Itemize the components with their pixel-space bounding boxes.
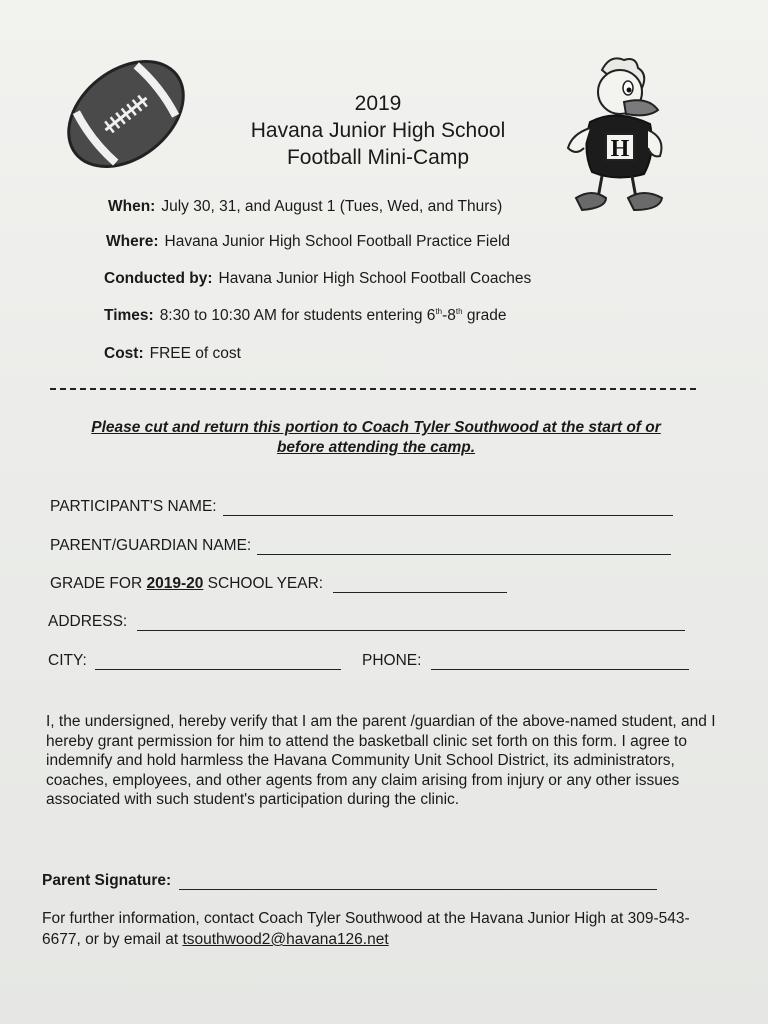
title-year: 2019 — [354, 92, 402, 115]
cost-row — [104, 345, 241, 363]
when-row — [108, 198, 502, 216]
grade-label-pre: GRADE FOR — [50, 575, 143, 592]
city-label: CITY: — [48, 652, 87, 669]
cut-instructions-line1: Please cut and return this portion to Coach Tyler Southwood at the start of or — [91, 419, 661, 436]
times-dash: -8 — [442, 307, 456, 325]
phone-line[interactable] — [431, 653, 689, 670]
when-label: When: — [108, 198, 156, 215]
times-value — [160, 307, 507, 324]
cut-line-divider — [50, 388, 696, 390]
parent-name-label: PARENT/GUARDIAN NAME: — [50, 537, 252, 554]
title-event: Football Mini-Camp — [286, 146, 470, 169]
city-field — [48, 652, 341, 670]
times-label: Times: — [104, 307, 154, 325]
signature-label: Parent Signature: — [42, 872, 172, 889]
contact-info — [42, 908, 722, 950]
participant-name-field — [50, 498, 673, 516]
conducted-label: Conducted by: — [104, 270, 213, 287]
parent-name-field — [50, 537, 671, 555]
city-line[interactable] — [95, 653, 341, 670]
times-sup-end: th — [455, 307, 463, 316]
permission-disclaimer: I, the undersigned, hereby verify that I am the parent /guardian of the above-named student, and I hereby grant permission for him to attend the basketball clinic set forth on this form. I agree to indemnify and hold harmless the Havana Community Unit School District, its administrators, coaches, employees, and other agents from any claim arising from injury or any other issues associated with such student's participation during the clinic. — [46, 713, 716, 808]
where-row — [106, 233, 510, 251]
when-value: July 30, 31, and August 1 (Tues, Wed, and Thurs) — [161, 198, 503, 215]
address-field — [48, 613, 685, 631]
page-title — [200, 90, 556, 171]
mascot-letter: H — [610, 136, 630, 162]
conducted-value: Havana Junior High School Football Coaches — [218, 270, 532, 287]
grade-field — [50, 575, 507, 593]
participant-name-line[interactable] — [223, 499, 673, 516]
cut-instructions-line2: before attending the camp. — [276, 439, 476, 456]
times-sup-start: th — [435, 307, 443, 316]
phone-field — [362, 652, 689, 670]
participant-name-label: PARTICIPANT'S NAME: — [50, 498, 217, 515]
cut-instructions — [60, 418, 692, 458]
phone-label: PHONE: — [362, 652, 422, 669]
title-school: Havana Junior High School — [250, 119, 506, 142]
parent-name-line[interactable] — [257, 538, 671, 555]
contact-email-link[interactable]: tsouthwood2@havana126.net — [182, 931, 389, 948]
grade-year: 2019-20 — [146, 575, 204, 592]
cost-label: Cost: — [104, 345, 144, 362]
times-row — [104, 307, 507, 325]
contact-text: For further information, contact Coach Tyler Southwood at the Havana Junior High at 309-543-6677, or by email at — [42, 910, 690, 948]
grade-line[interactable] — [333, 576, 507, 593]
duck-mascot-icon — [562, 52, 672, 218]
signature-line[interactable] — [179, 873, 657, 890]
football-icon — [60, 44, 192, 184]
times-value-pre: 8:30 to 10:30 AM for students entering 6 — [159, 307, 436, 325]
conducted-row — [104, 270, 531, 288]
times-value-post: grade — [462, 307, 507, 325]
cost-value: FREE of cost — [149, 345, 241, 362]
signature-field — [42, 872, 657, 890]
where-label: Where: — [106, 233, 159, 250]
address-line[interactable] — [137, 614, 685, 631]
where-value: Havana Junior High School Football Practice Field — [164, 233, 511, 250]
address-label: ADDRESS: — [48, 613, 128, 630]
grade-label-post: SCHOOL YEAR: — [207, 575, 324, 592]
